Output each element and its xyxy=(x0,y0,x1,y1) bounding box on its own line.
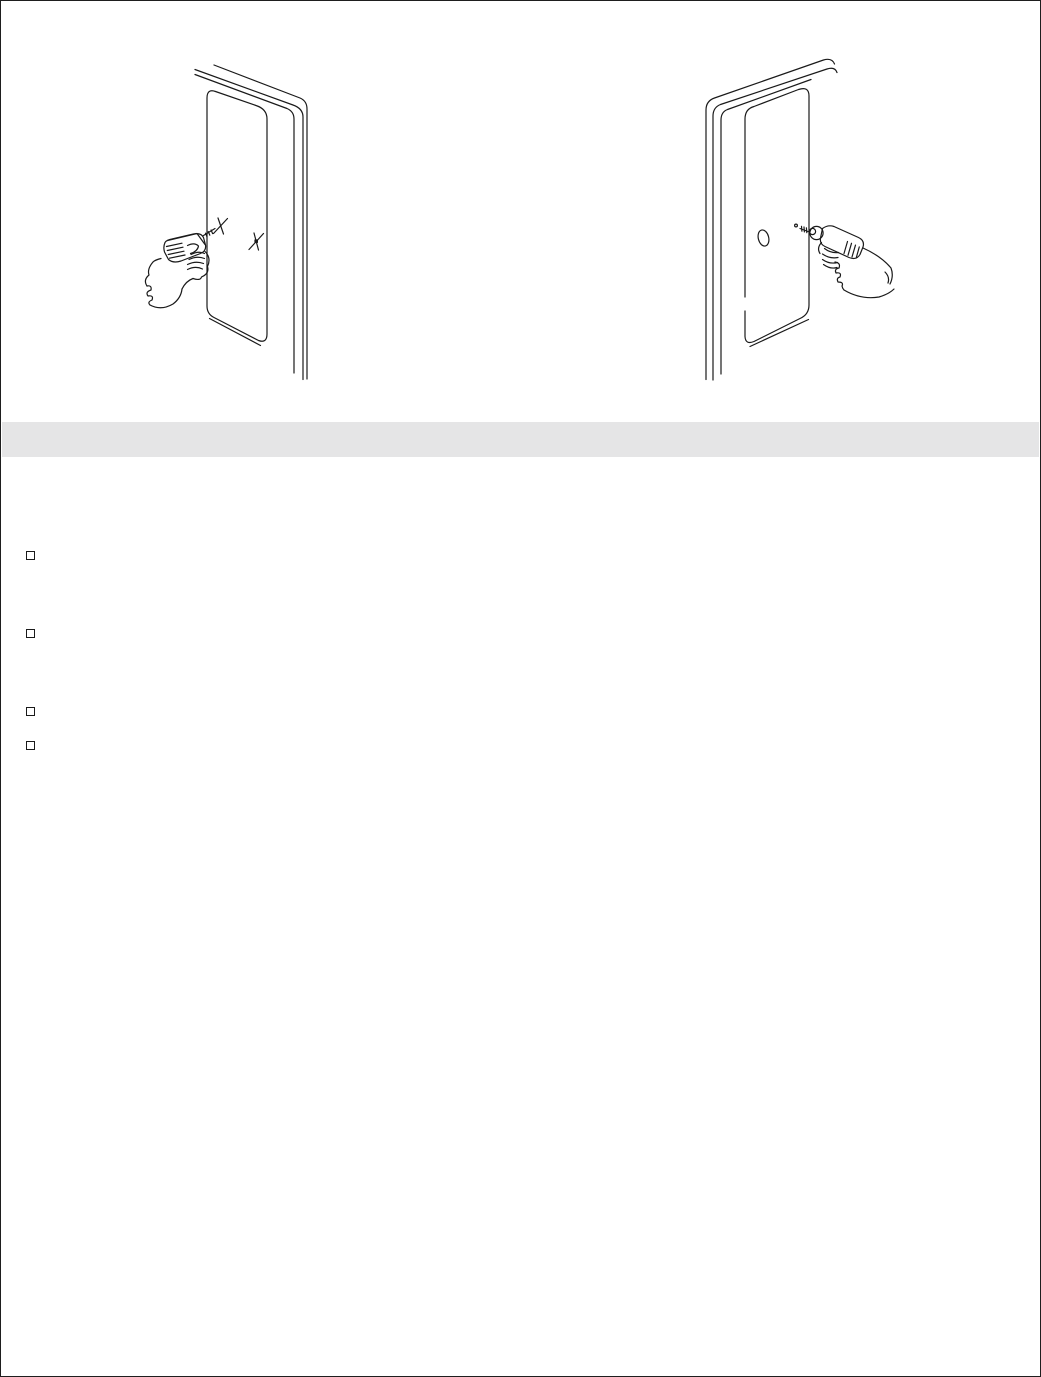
section-divider-band xyxy=(2,422,1039,457)
checkbox-bullet xyxy=(26,707,35,716)
recessed-door-panel xyxy=(745,89,809,347)
door-frame-outline xyxy=(706,59,837,380)
recessed-door-panel xyxy=(207,91,267,346)
checkbox-bullet xyxy=(26,741,35,750)
drilled-hole xyxy=(756,224,797,247)
installer-hand xyxy=(819,243,894,298)
pencil-cross-marks xyxy=(214,218,264,250)
door-marking-figure xyxy=(141,51,341,391)
checkbox-bullet xyxy=(26,551,35,560)
door-frame-outline xyxy=(195,65,307,380)
door-drilling-figure xyxy=(691,51,901,391)
checkbox-bullet xyxy=(26,629,35,638)
